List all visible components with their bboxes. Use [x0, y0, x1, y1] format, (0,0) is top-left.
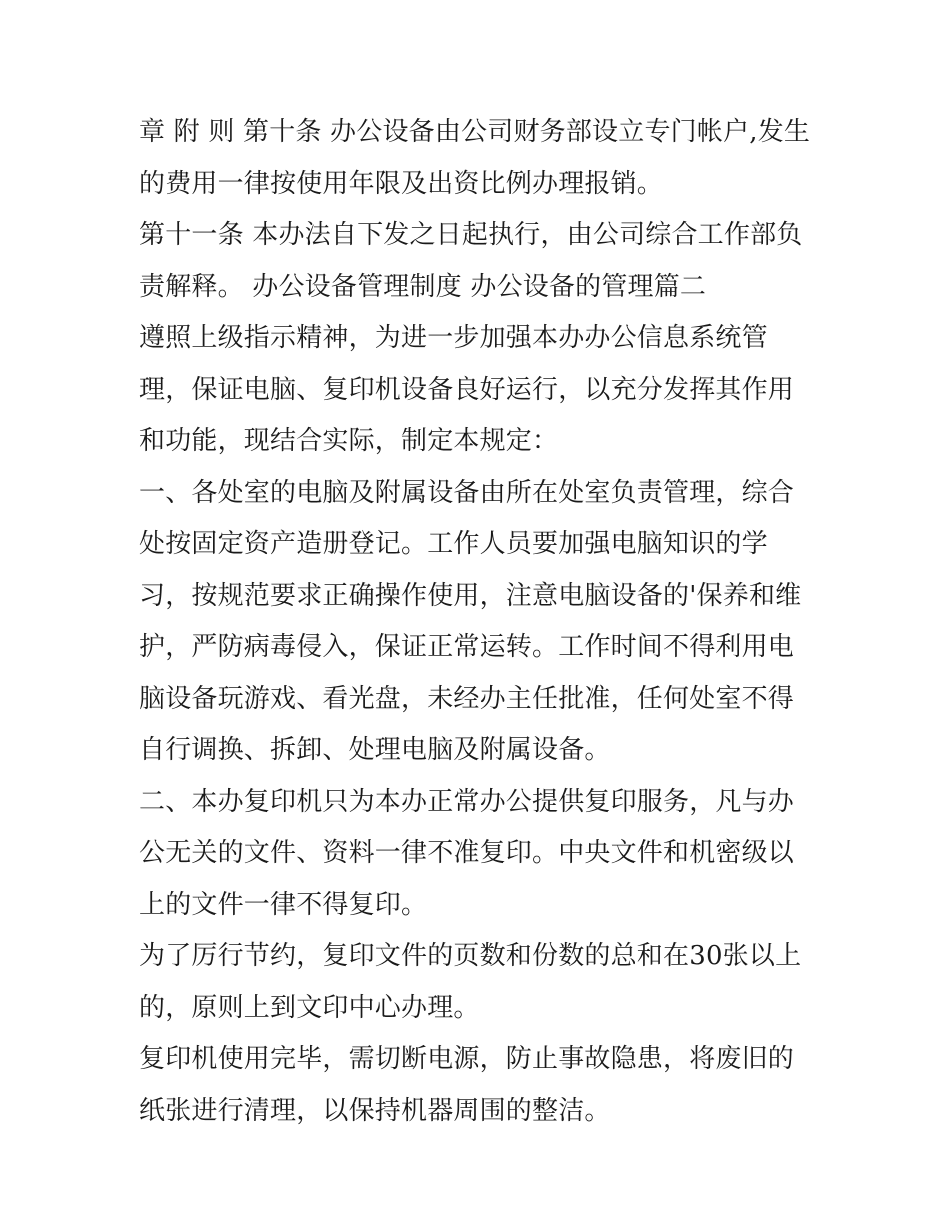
- paragraph-4: 一、各处室的电脑及附属设备由所在处室负责管理，综合处按固定资产造册登记。工作人员要加强电脑知识的学习，按规范要求正确操作使用，注意电脑设备的'保养和维护，严防病毒侵入，保证正常运转。工作时间不得利用电脑设备玩游戏、看光盘，未经办主任批准，任何处室不得自行调换、拆卸、处理电脑及附属设备。: [139, 477, 802, 765]
- paragraph-7: 复印机使用完毕，需切断电源，防止事故隐患，将废旧的纸张进行清理，以保持机器周围的整洁。: [139, 1044, 795, 1126]
- paragraph-3: 遵照上级指示精神，为进一步加强本办办公信息系统管理，保证电脑、复印机设备良好运行，以充分发挥其作用和功能，现结合实际，制定本规定：: [139, 323, 795, 456]
- paragraph-5: 二、本办复印机只为本办正常办公提供复印服务，凡与办公无关的文件、资料一律不准复印。中央文件和机密级以上的文件一律不得复印。: [139, 786, 795, 920]
- document-body: [139, 107, 815, 1137]
- paragraph-2: 第十一条 本办法自下发之日起执行，由公司综合工作部负责解释。 办公设备管理制度 办公设备的管理篇二: [139, 220, 803, 302]
- paragraph-6: 为了厉行节约，复印文件的页数和份数的总和在30张以上的，原则上到文印中心办理。: [139, 941, 802, 1023]
- paragraph-1: 章 附 则 第十条 办公设备由公司财务部设立专门帐户,发生的费用一律按使用年限及出资比例办理报销。: [139, 117, 811, 199]
